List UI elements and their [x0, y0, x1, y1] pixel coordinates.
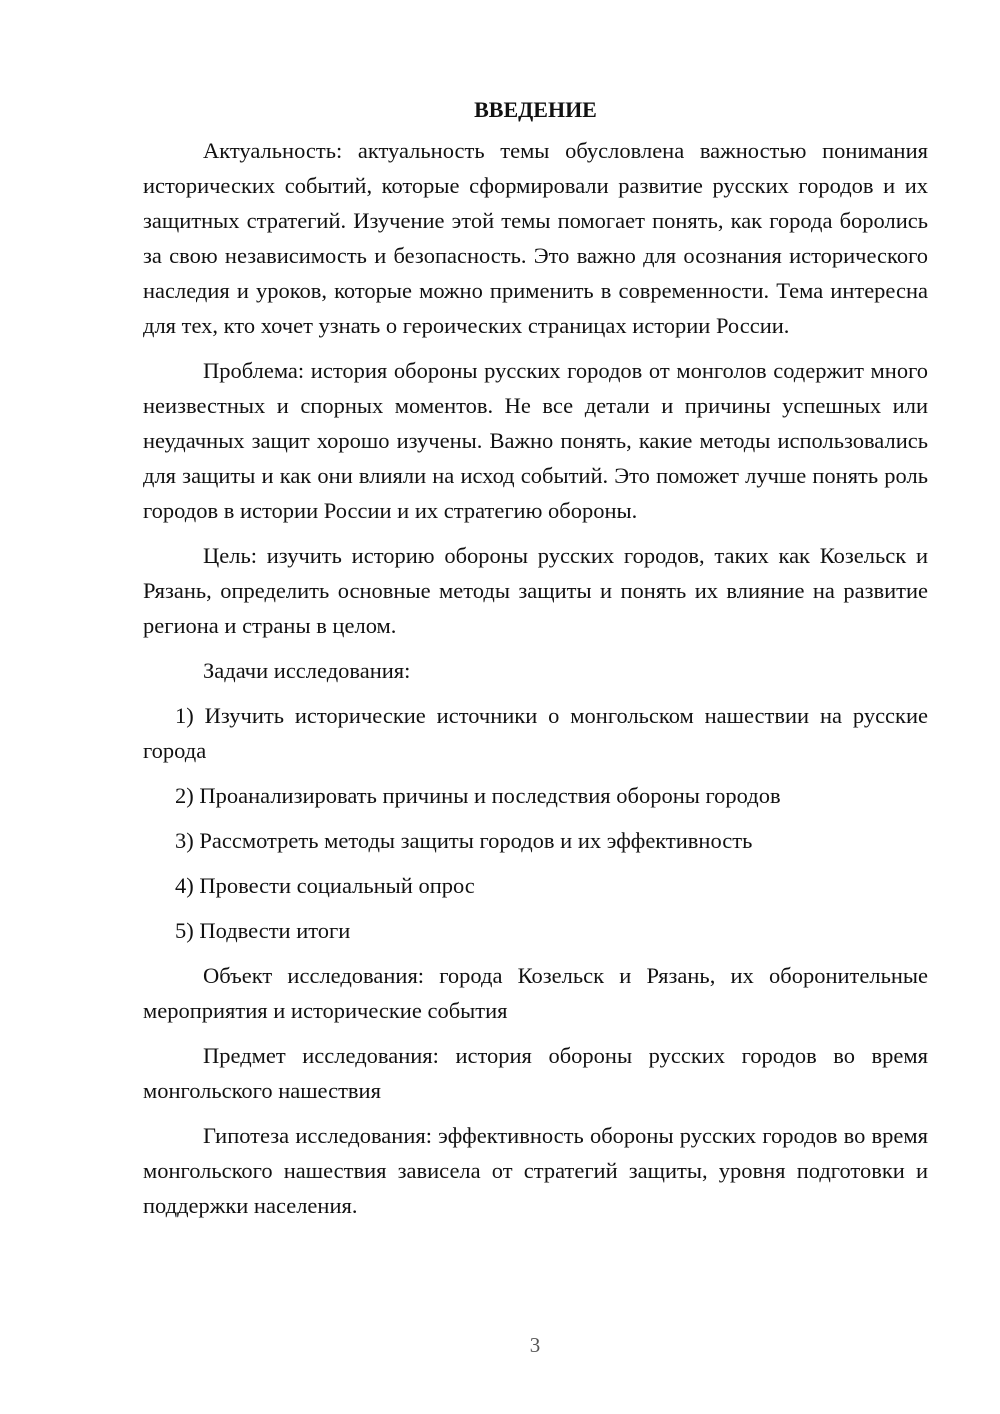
paragraph-relevance: Актуальность: актуальность темы обусловлена важностью понимания исторических событий, которые сформировали развитие русских городов и их защитных стратегий. Изучение этой темы помогает понять, как города боролись за свою независимость и безопасность. Это важно для осознания исторического наследия и уроков, которые можно применить в современности. Тема интересна для тех, кто хочет узнать о героических страницах истории России.	[143, 138, 928, 338]
page-number: 3	[529, 1333, 541, 1357]
paragraph-goal: Цель: изучить историю обороны русских городов, таких как Козельск и Рязань, определить основные методы защиты и понять их влияние на развитие региона и страны в целом.	[143, 543, 928, 638]
paragraph-hypothesis: Гипотеза исследования: эффективность обороны русских городов во время монгольского нашествия зависела от стратегий защиты, уровня подготовки и поддержки населения.	[143, 1123, 928, 1218]
paragraph-object: Объект исследования: города Козельск и Рязань, их оборонительные мероприятия и исторические события	[143, 963, 928, 1023]
task-item-5: 5) Подвести итоги	[175, 918, 351, 943]
task-item-4: 4) Провести социальный опрос	[175, 873, 475, 898]
document-page	[143, 95, 928, 1233]
paragraph-problem: Проблема: история обороны русских городов от монголов содержит много неизвестных и спорных моментов. Не все детали и причины успешных или неудачных защит хорошо изучены. Важно понять, какие методы использовались для защиты и как они влияли на исход событий. Это поможет лучше понять роль городов в истории России и их стратегию обороны.	[143, 358, 928, 523]
section-title: ВВЕДЕНИЕ	[474, 97, 597, 122]
paragraph-tasks-heading: Задачи исследования:	[203, 658, 411, 683]
task-item-3: 3) Рассмотреть методы защиты городов и их эффективность	[175, 828, 753, 853]
task-item-1: 1) Изучить исторические источники о монгольском нашествии на русские города	[143, 703, 928, 763]
task-item-2: 2) Проанализировать причины и последствия обороны городов	[175, 783, 781, 808]
paragraph-subject: Предмет исследования: история обороны русских городов во время монгольского нашествия	[143, 1043, 928, 1103]
